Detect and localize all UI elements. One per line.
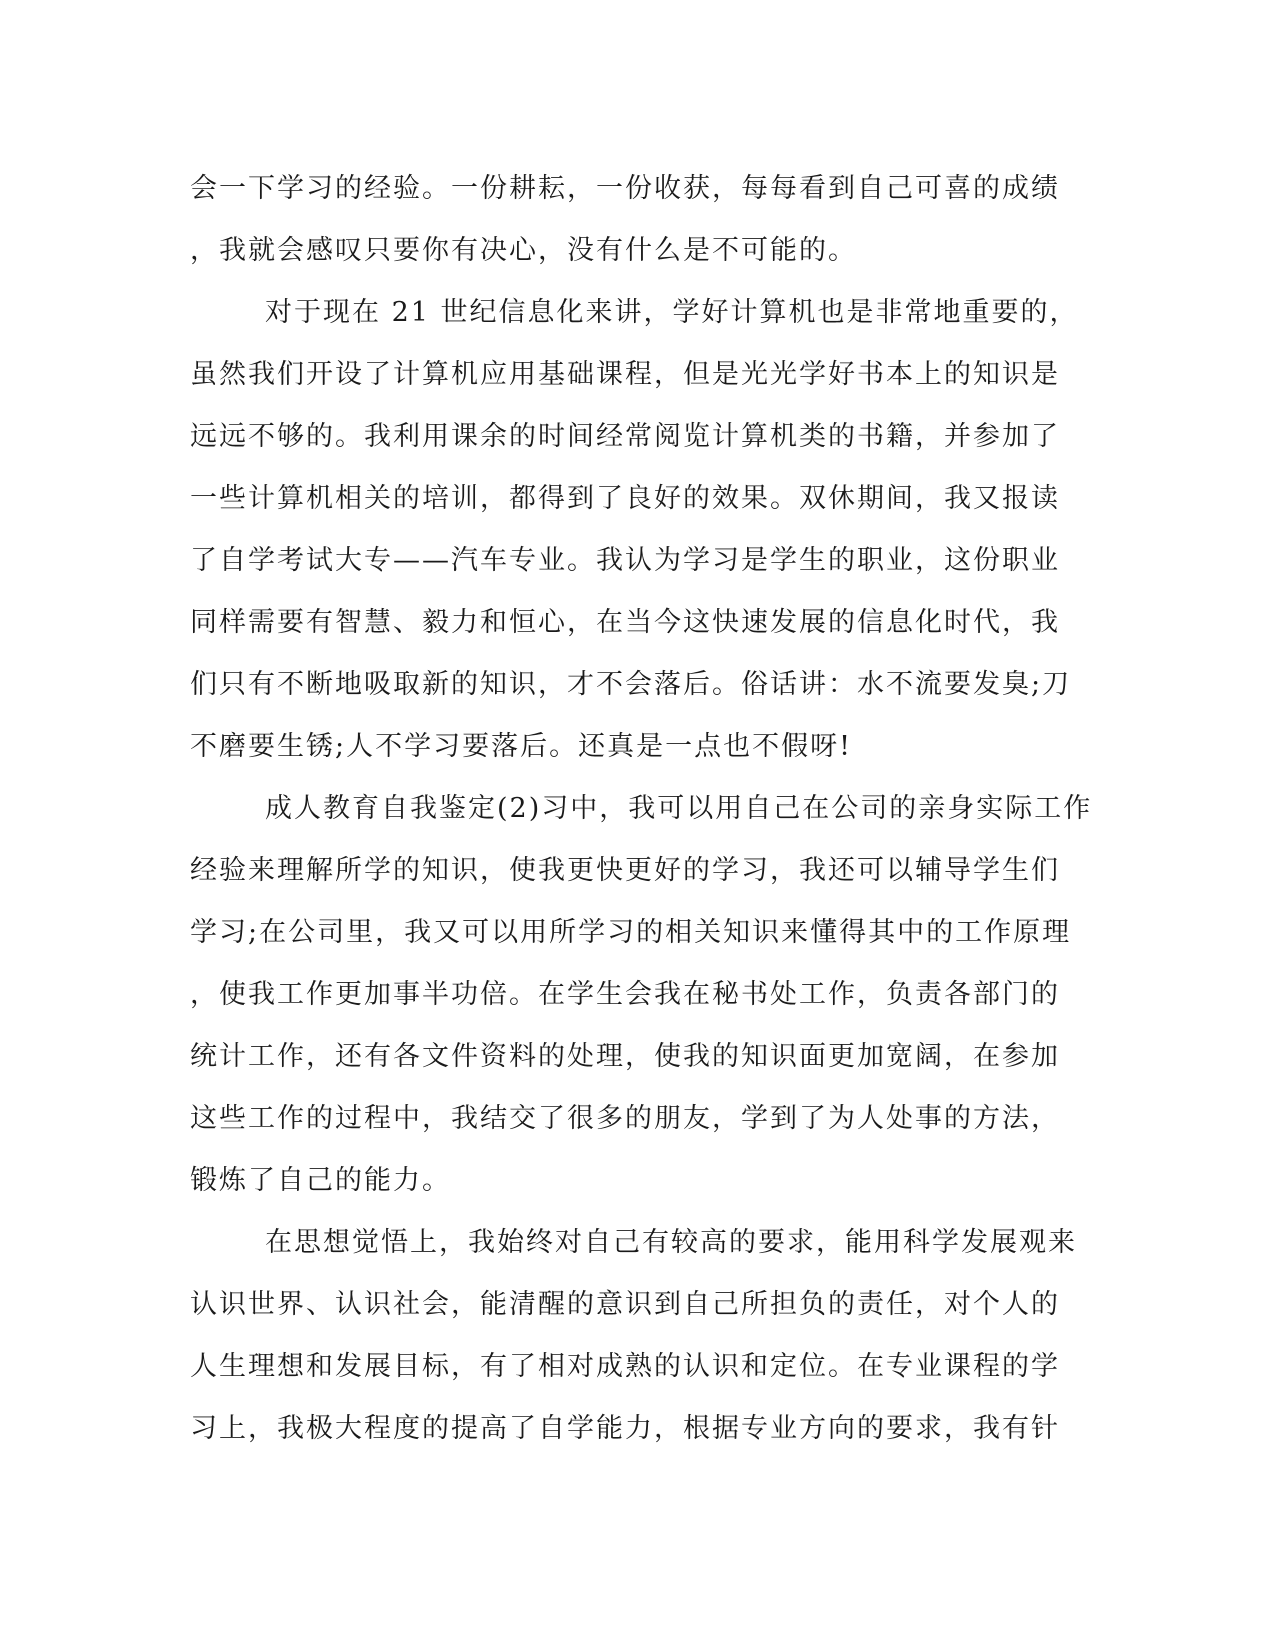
text-line: 这些工作的过程中，我结交了很多的朋友，学到了为人处事的方法， [190, 1103, 1060, 1134]
text-line: 远远不够的。我利用课余的时间经常阅览计算机类的书籍，并参加了 [190, 421, 1060, 452]
text-line: 会一下学习的经验。一份耕耘，一份收获，每每看到自己可喜的成绩 [190, 173, 1060, 204]
text-line: ，我就会感叹只要你有决心，没有什么是不可能的。 [190, 235, 857, 266]
text-line: ，使我工作更加事半功倍。在学生会我在秘书处工作，负责各部门的 [190, 979, 1060, 1010]
text-line: 习上，我极大程度的提高了自学能力，根据专业方向的要求，我有针 [190, 1413, 1060, 1444]
text-line: 不磨要生锈;人不学习要落后。还真是一点也不假呀! [190, 731, 852, 762]
text-line: 经验来理解所学的知识，使我更快更好的学习，我还可以辅导学生们 [190, 855, 1060, 886]
text-line: 人生理想和发展目标，有了相对成熟的认识和定位。在专业课程的学 [190, 1351, 1060, 1382]
text-line: 学习;在公司里，我又可以用所学习的相关知识来懂得其中的工作原理 [190, 917, 1072, 948]
paragraph-start-line: 对于现在 21 世纪信息化来讲，学好计算机也是非常地重要的， [265, 297, 1079, 328]
text-line: 一些计算机相关的培训，都得到了良好的效果。双休期间，我又报读 [190, 483, 1060, 514]
text-line: 了自学考试大专——汽车专业。我认为学习是学生的职业，这份职业 [190, 545, 1060, 576]
text-line: 锻炼了自己的能力。 [190, 1165, 451, 1196]
text-line: 认识世界、认识社会，能清醒的意识到自己所担负的责任，对个人的 [190, 1289, 1060, 1320]
text-line: 们只有不断地吸取新的知识，才不会落后。俗话讲：水不流要发臭;刀 [190, 669, 1072, 700]
paragraph-start-line: 在思想觉悟上，我始终对自己有较高的要求，能用科学发展观来 [265, 1227, 1077, 1258]
text-line: 虽然我们开设了计算机应用基础课程，但是光光学好书本上的知识是 [190, 359, 1060, 390]
text-line: 同样需要有智慧、毅力和恒心，在当今这快速发展的信息化时代，我 [190, 607, 1060, 638]
text-line: 统计工作，还有各文件资料的处理，使我的知识面更加宽阔，在参加 [190, 1041, 1060, 1072]
body-text [190, 158, 1093, 1460]
paragraph-start-line: 成人教育自我鉴定(2)习中，我可以用自己在公司的亲身实际工作 [265, 793, 1093, 824]
